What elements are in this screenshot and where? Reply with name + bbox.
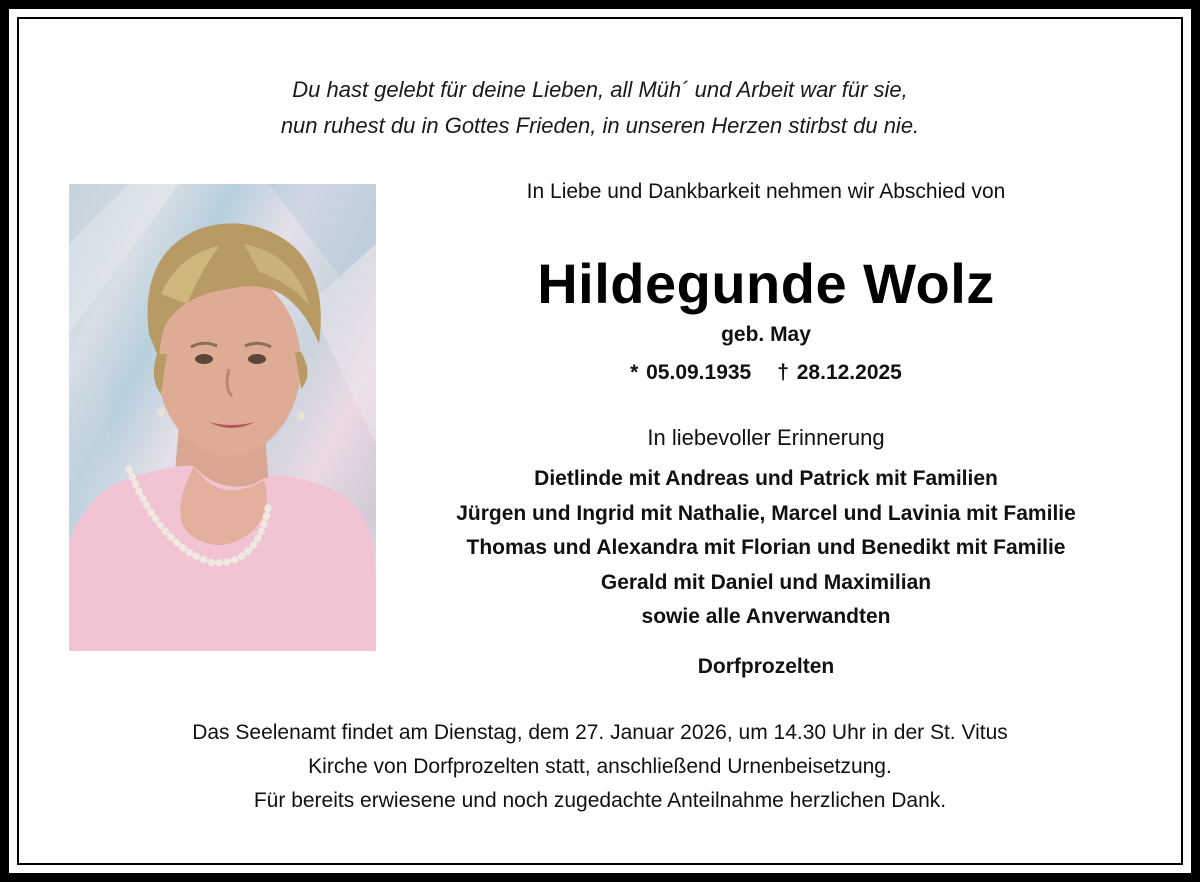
portrait-photo: [69, 184, 376, 651]
mourner-line: sowie alle Anverwandten: [641, 605, 891, 628]
announcement-line: Für bereits erwiesene und noch zugedachte Anteilnahme herzlichen Dank.: [253, 789, 947, 812]
birth-date: * 05.09.1935: [630, 361, 752, 384]
life-dates: [376, 356, 1156, 390]
portrait-illustration: [69, 184, 376, 651]
birth-name: geb. May: [721, 323, 811, 346]
mourner-line: Thomas und Alexandra mit Florian und Benedikt mit Familie: [466, 536, 1066, 559]
intro-text: In Liebe und Dankbarkeit nehmen wir Abschied von: [526, 180, 1006, 203]
announcement-line: Kirche von Dorfprozelten statt, anschließend Urnenbeisetzung.: [308, 755, 892, 778]
death-date: † 28.12.2025: [777, 361, 902, 384]
memorial-verse: [0, 72, 1200, 144]
deceased-name: Hildegunde Wolz: [537, 252, 995, 315]
verse-line: Du hast gelebt für deine Lieben, all Müh´ und Arbeit war für sie,: [292, 77, 908, 102]
mourner-line: Gerald mit Daniel und Maximilian: [600, 570, 932, 594]
mourner-line: Dietlinde mit Andreas und Patrick mit Familien: [534, 467, 998, 490]
verse-line: nun ruhest du in Gottes Frieden, in unseren Herzen stirbst du nie.: [280, 113, 920, 138]
mourner-line: Jürgen und Ingrid mit Nathalie, Marcel und Lavinia mit Familie: [456, 501, 1076, 525]
service-announcement: [0, 716, 1200, 818]
mourners-list: [376, 462, 1156, 635]
remembrance-heading: In liebevoller Erinnerung: [647, 425, 885, 450]
town-name: Dorfprozelten: [697, 655, 835, 678]
announcement-line: Das Seelenamt findet am Dienstag, dem 27. Januar 2026, um 14.30 Uhr in der St. Vitus: [192, 721, 1008, 744]
